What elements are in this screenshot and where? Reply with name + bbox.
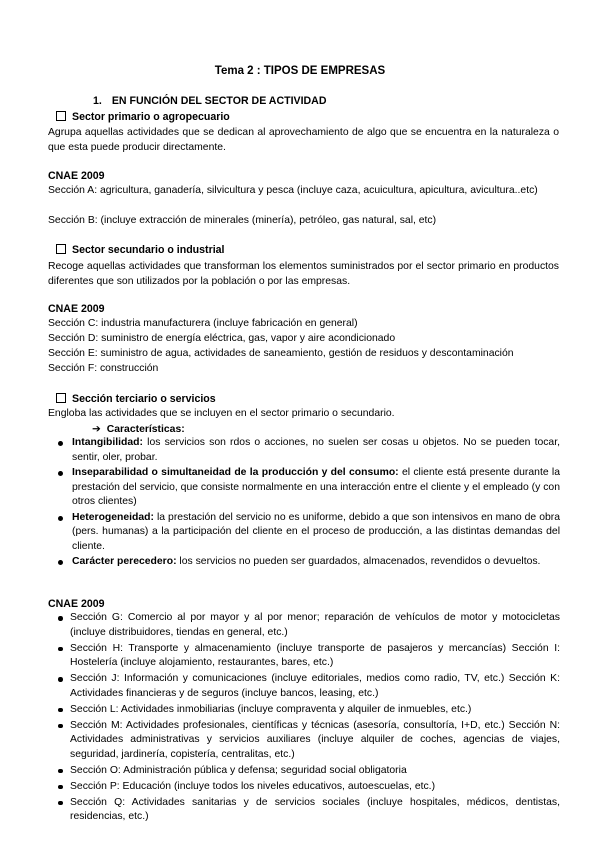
item-text: Sección L: Actividades inmobiliarias (incluye compraventa y alquiler de inmuebles, etc.) — [70, 703, 472, 715]
arrow-right-icon: ➔ — [92, 424, 101, 435]
checkbox-icon — [56, 111, 66, 121]
item-text: Sección Q: Actividades sanitarias y de servicios sociales (incluye hospitales, médicos, dentistas, residencias, etc.) — [70, 796, 560, 822]
bullet-icon — [58, 616, 63, 621]
seccion-b: Sección B: (incluye extracción de minerales (minería), petróleo, gas natural, sal, etc) — [48, 215, 437, 226]
sector-primario-heading — [56, 111, 230, 123]
section-heading — [93, 95, 326, 107]
list-item — [56, 555, 560, 570]
bullet-icon — [58, 471, 63, 476]
item-text: los servicios son rdos o acciones, no suelen ser cosas u objetos. No se pueden tocar, sentir, oler, probar. — [72, 437, 560, 463]
item-text: Sección P: Educación (incluye todos los niveles educativos, autoescuelas, etc.) — [70, 780, 436, 792]
sector-terciario-desc: Engloba las actividades que se incluyen en el sector primario o secundario. — [48, 408, 395, 419]
bullet-icon — [58, 647, 63, 652]
seccion-c: Sección C: industria manufacturera (incluye fabricación en general) — [48, 318, 358, 329]
item-text: Sección J: Información y comunicaciones (incluye editoriales, medios como radio, TV, etc.) Sección K: Actividades financieras y de seguros (incluye bancos, leasing, etc.) — [70, 673, 560, 699]
seccion-f: Sección F: construcción — [48, 363, 159, 374]
caracteristicas-label: Características: — [106, 424, 185, 435]
cnae-secundario-label: CNAE 2009 — [48, 303, 105, 315]
item-text: el cliente está presente durante la prestación del servicio, que consiste normalmente en una interacción entre el cliente y el empleado (y con otros clientes) — [72, 467, 560, 507]
sector-terciario-label: Sección terciario o servicios — [72, 393, 216, 405]
list-item — [56, 719, 560, 763]
item-text: Sección M: Actividades profesionales, científicas y técnicas (asesoría, consultoría, I+D, etc.) Sección N: Actividades administrativas y servicios auxiliares (incluye alquiler de coches, agencias de viajes, seguridad, jardinería, copistería, centralitas, etc.) — [70, 719, 560, 760]
seccion-e: Sección E: suministro de agua, actividades de saneamiento, gestión de residuos y descontaminación — [48, 348, 514, 359]
item-title: Inseparabilidad o simultaneidad de la producción y del consumo: — [72, 467, 399, 478]
bullet-icon — [58, 560, 63, 565]
checkbox-icon — [56, 244, 66, 254]
sector-secundario-label: Sector secundario o industrial — [72, 244, 225, 256]
list-item — [56, 642, 560, 671]
item-title: Carácter perecedero: — [72, 556, 177, 567]
cnae-primario-label: CNAE 2009 — [48, 170, 105, 182]
list-item — [56, 466, 560, 510]
page-title: Tema 2 : TIPOS DE EMPRESAS — [214, 65, 386, 77]
bullet-icon — [58, 801, 63, 806]
list-item — [56, 780, 560, 795]
list-item — [56, 703, 560, 718]
list-item — [56, 611, 560, 640]
item-text: Sección H: Transporte y almacenamiento (incluye transporte de pasajeros y mercancías) Sección I: Hostelería (incluye alojamiento, restaurantes, bares, etc.) — [70, 642, 560, 668]
bullet-icon — [58, 516, 63, 521]
bullet-icon — [58, 769, 63, 774]
sector-secundario-heading — [56, 244, 224, 256]
seccion-a: Sección A: agricultura, ganadería, silvicultura y pesca (incluye caza, acuicultura, apicultura, avicultura..etc) — [48, 185, 538, 196]
heading-text: EN FUNCIÓN DEL SECTOR DE ACTIVIDAD — [111, 95, 327, 107]
bullet-icon — [58, 724, 63, 729]
caracteristicas-list — [56, 436, 560, 571]
item-text: los servicios no pueden ser guardados, almacenados, revendidos o devueltos. — [176, 556, 541, 567]
heading-number: 1. — [93, 95, 102, 107]
item-text: Sección O: Administración pública y defensa; seguridad social obligatoria — [70, 764, 407, 776]
sector-primario-label: Sector primario o agropecuario — [72, 111, 230, 123]
bullet-icon — [58, 708, 63, 713]
sector-terciario-heading — [56, 393, 216, 405]
caracteristicas-heading — [92, 423, 185, 435]
item-title: Heterogeneidad: — [72, 511, 154, 523]
cnae-terciario-label: CNAE 2009 — [48, 598, 105, 610]
item-title: Intangibilidad: — [72, 437, 143, 448]
list-item — [56, 672, 560, 701]
list-item — [56, 796, 560, 825]
checkbox-icon — [56, 393, 66, 403]
bullet-icon — [58, 785, 63, 790]
list-item — [56, 436, 560, 465]
sector-primario-desc: Agrupa aquellas actividades que se dedican al aprovechamiento de algo que se encuentra en la naturaleza o que esta puede producir directamente. — [48, 127, 559, 153]
bullet-icon — [58, 677, 63, 682]
list-item — [56, 764, 560, 779]
item-text: la prestación del servicio no es uniforme, debido a que son intensivos en mano de obra (pers. humanas) a la participación del cliente en el proceso de producción, a las distintas demandas del cliente. — [72, 511, 560, 552]
seccion-d: Sección D: suministro de energía eléctrica, gas, vapor y aire acondicionado — [48, 333, 396, 344]
cnae-terciario-list — [56, 611, 560, 826]
item-text: Sección G: Comercio al por mayor y al por menor; reparación de vehículos de motor y motocicletas (incluye distribuidores, tiendas en general, etc.) — [70, 612, 560, 638]
bullet-icon — [58, 441, 63, 446]
sector-secundario-desc: Recoge aquellas actividades que transforman los elementos suministrados por el sector primario en productos diferentes que son utilizados por la población o por las empresas. — [48, 261, 559, 287]
list-item — [56, 511, 560, 555]
